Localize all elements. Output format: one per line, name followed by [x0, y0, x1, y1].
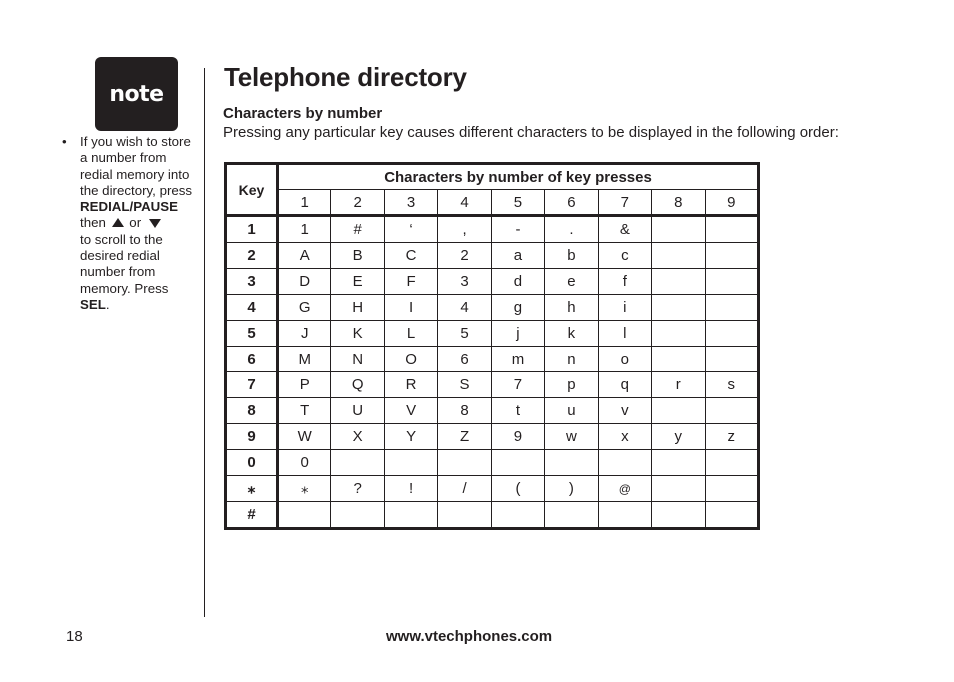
- char-cell: /: [438, 476, 491, 502]
- char-cell: d: [491, 268, 544, 294]
- note-body: [80, 134, 194, 313]
- char-cell: Z: [438, 424, 491, 450]
- press-header: 3: [384, 190, 437, 216]
- char-cell: [652, 398, 705, 424]
- char-cell: [331, 450, 384, 476]
- char-cell: ‘: [384, 216, 437, 243]
- char-cell: G: [278, 294, 331, 320]
- char-cell: m: [491, 346, 544, 372]
- char-cell: C: [384, 242, 437, 268]
- char-cell: #: [331, 216, 384, 243]
- char-cell: [331, 502, 384, 529]
- char-cell: M: [278, 346, 331, 372]
- char-cell: [705, 242, 759, 268]
- char-cell: [652, 476, 705, 502]
- char-cell: [278, 502, 331, 529]
- char-cell: e: [545, 268, 598, 294]
- char-cell: V: [384, 398, 437, 424]
- sidebar-note: [62, 134, 194, 313]
- key-column-header: Key: [226, 164, 278, 216]
- char-cell: [705, 216, 759, 243]
- table-body: [226, 216, 759, 529]
- char-cell: T: [278, 398, 331, 424]
- note-then: then: [80, 215, 106, 231]
- char-cell: 5: [438, 320, 491, 346]
- char-cell: U: [331, 398, 384, 424]
- char-cell: [652, 346, 705, 372]
- note-badge: [95, 57, 178, 131]
- char-cell: L: [384, 320, 437, 346]
- char-cell: w: [545, 424, 598, 450]
- note-text-1: If you wish to store a number from redial memory into the directory, press: [80, 134, 193, 198]
- down-arrow-icon: [149, 219, 161, 228]
- table-row: [226, 476, 759, 502]
- key-cell: 8: [226, 398, 278, 424]
- key-cell: ⁎: [226, 476, 278, 502]
- char-cell: Q: [331, 372, 384, 398]
- char-cell: a: [491, 242, 544, 268]
- char-cell: J: [278, 320, 331, 346]
- char-cell: [705, 450, 759, 476]
- char-cell: B: [331, 242, 384, 268]
- press-header: 4: [438, 190, 491, 216]
- char-cell: s: [705, 372, 759, 398]
- char-cell: p: [545, 372, 598, 398]
- page-title: Telephone directory: [224, 62, 467, 92]
- press-header: 6: [545, 190, 598, 216]
- table-row: [226, 320, 759, 346]
- key-cell: 4: [226, 294, 278, 320]
- char-cell: E: [331, 268, 384, 294]
- char-cell: 9: [491, 424, 544, 450]
- char-cell: [598, 450, 651, 476]
- char-cell: [705, 268, 759, 294]
- char-cell: 8: [438, 398, 491, 424]
- key-cell: #: [226, 502, 278, 529]
- press-header: 8: [652, 190, 705, 216]
- char-cell: [652, 268, 705, 294]
- section-heading: Characters by number: [223, 105, 383, 122]
- key-cell: 3: [226, 268, 278, 294]
- char-cell: [705, 346, 759, 372]
- char-cell: [652, 320, 705, 346]
- char-cell: x: [598, 424, 651, 450]
- section-intro: Pressing any particular key causes different characters to be displayed in the following order:: [223, 124, 839, 141]
- key-cell: 6: [226, 346, 278, 372]
- up-arrow-icon: [112, 218, 124, 227]
- redial-pause-key-label: REDIAL/PAUSE: [80, 199, 179, 215]
- note-period: .: [105, 296, 110, 312]
- char-cell: l: [598, 320, 651, 346]
- char-cell: H: [331, 294, 384, 320]
- table-row: [226, 268, 759, 294]
- footer-url[interactable]: www.vtechphones.com: [386, 628, 553, 645]
- characters-table: [224, 162, 760, 530]
- char-cell: 4: [438, 294, 491, 320]
- char-cell: [491, 502, 544, 529]
- char-cell: [545, 502, 598, 529]
- press-count-header-row: [226, 190, 759, 216]
- key-cell: 7: [226, 372, 278, 398]
- char-cell: [384, 450, 437, 476]
- key-cell: 1: [226, 216, 278, 243]
- char-cell: r: [652, 372, 705, 398]
- press-header: 7: [598, 190, 651, 216]
- char-cell: [491, 450, 544, 476]
- char-cell: o: [598, 346, 651, 372]
- char-cell: [652, 242, 705, 268]
- char-cell: &: [598, 216, 651, 243]
- bullet-icon: •: [62, 134, 67, 149]
- char-cell: W: [278, 424, 331, 450]
- press-header: 9: [705, 190, 759, 216]
- char-cell: [705, 502, 759, 529]
- char-cell: y: [652, 424, 705, 450]
- vertical-divider: [204, 68, 205, 617]
- page-number: 18: [66, 628, 83, 645]
- char-cell: P: [278, 372, 331, 398]
- press-header: 1: [278, 190, 331, 216]
- char-cell: S: [438, 372, 491, 398]
- char-cell: .: [545, 216, 598, 243]
- char-cell: b: [545, 242, 598, 268]
- key-cell: 0: [226, 450, 278, 476]
- char-cell: 6: [438, 346, 491, 372]
- char-cell: N: [331, 346, 384, 372]
- char-cell: K: [331, 320, 384, 346]
- char-cell: [652, 450, 705, 476]
- table-row: [226, 216, 759, 243]
- char-cell: v: [598, 398, 651, 424]
- char-cell: f: [598, 268, 651, 294]
- char-cell: 2: [438, 242, 491, 268]
- key-cell: 9: [226, 424, 278, 450]
- char-cell: c: [598, 242, 651, 268]
- char-cell: 3: [438, 268, 491, 294]
- char-cell: A: [278, 242, 331, 268]
- char-cell: j: [491, 320, 544, 346]
- char-cell: [438, 502, 491, 529]
- char-cell: D: [278, 268, 331, 294]
- table-row: [226, 346, 759, 372]
- char-cell: z: [705, 424, 759, 450]
- char-cell: ): [545, 476, 598, 502]
- char-cell: t: [491, 398, 544, 424]
- char-cell: [652, 294, 705, 320]
- char-cell: [545, 450, 598, 476]
- key-cell: 2: [226, 242, 278, 268]
- char-cell: n: [545, 346, 598, 372]
- table-row: [226, 450, 759, 476]
- char-cell: q: [598, 372, 651, 398]
- table-row: [226, 424, 759, 450]
- table-row: [226, 398, 759, 424]
- char-cell: I: [384, 294, 437, 320]
- char-cell: [705, 294, 759, 320]
- char-cell: !: [384, 476, 437, 502]
- char-cell: [598, 502, 651, 529]
- table-row: [226, 372, 759, 398]
- key-cell: 5: [226, 320, 278, 346]
- char-cell: Y: [384, 424, 437, 450]
- char-cell: [705, 476, 759, 502]
- char-cell: X: [331, 424, 384, 450]
- char-cell: k: [545, 320, 598, 346]
- char-cell: u: [545, 398, 598, 424]
- press-header: 5: [491, 190, 544, 216]
- char-cell: -: [491, 216, 544, 243]
- char-cell: [438, 450, 491, 476]
- char-cell: ⁎: [278, 476, 331, 502]
- char-cell: [652, 502, 705, 529]
- note-or: or: [129, 215, 142, 231]
- char-cell: 7: [491, 372, 544, 398]
- table-row: [226, 242, 759, 268]
- char-cell: F: [384, 268, 437, 294]
- presses-group-header: Characters by number of key presses: [278, 164, 759, 190]
- table-row: [226, 294, 759, 320]
- char-cell: [652, 216, 705, 243]
- note-text-2: to scroll to the desired redial number from memory. Press: [80, 231, 169, 296]
- table-row: [226, 502, 759, 529]
- char-cell: ?: [331, 476, 384, 502]
- char-cell: g: [491, 294, 544, 320]
- char-cell: h: [545, 294, 598, 320]
- char-cell: (: [491, 476, 544, 502]
- char-cell: [384, 502, 437, 529]
- char-cell: [705, 320, 759, 346]
- char-cell: O: [384, 346, 437, 372]
- char-cell: 1: [278, 216, 331, 243]
- note-badge-label: note: [109, 81, 164, 107]
- char-cell: ,: [438, 216, 491, 243]
- char-cell: @: [598, 476, 651, 502]
- char-cell: 0: [278, 450, 331, 476]
- press-header: 2: [331, 190, 384, 216]
- char-cell: i: [598, 294, 651, 320]
- char-cell: [705, 398, 759, 424]
- sel-key-label: SEL: [80, 296, 106, 312]
- char-cell: R: [384, 372, 437, 398]
